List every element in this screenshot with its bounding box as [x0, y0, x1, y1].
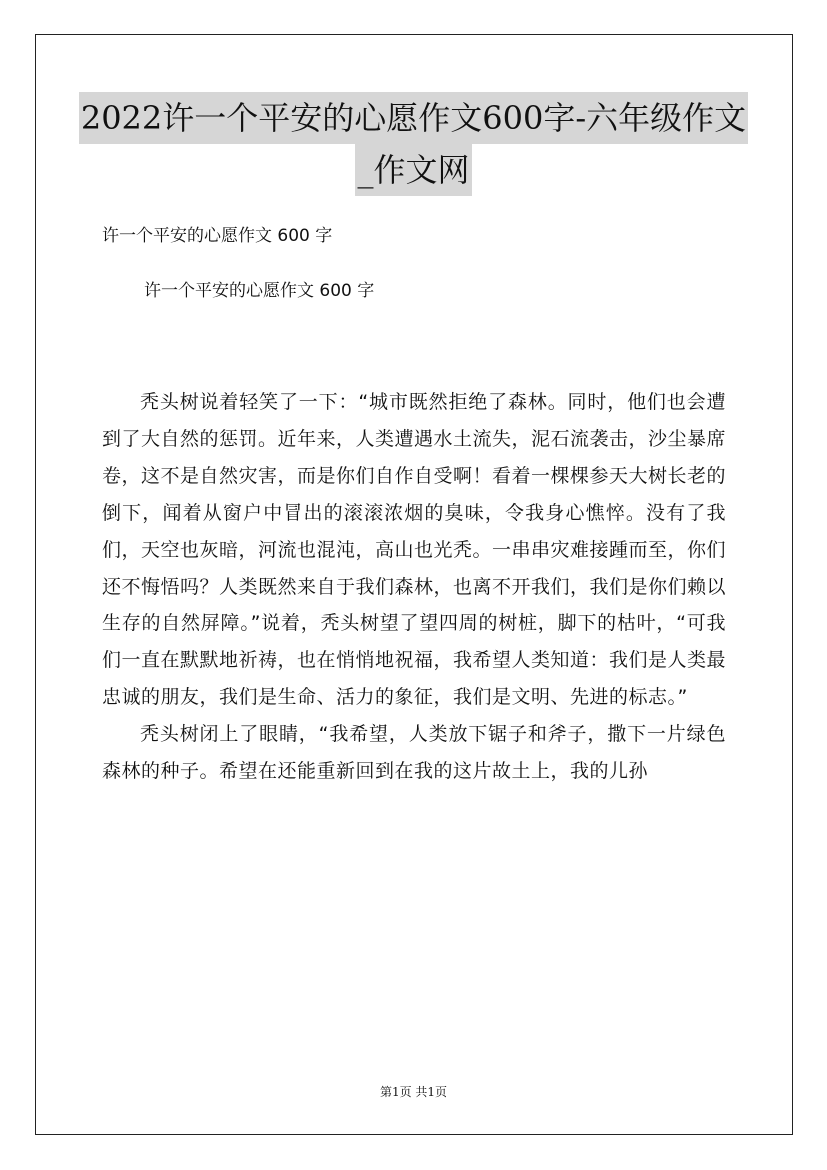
title-line-2: _作文网	[355, 144, 471, 196]
body-text	[102, 384, 726, 790]
page-footer: 第1页 共1页	[379, 1085, 448, 1099]
document-title	[0, 92, 827, 196]
title-line-1: 2022许一个平安的心愿作文600字-六年级作文	[79, 92, 748, 144]
paragraph-1: 秃头树说着轻笑了一下：“城市既然拒绝了森林。同时，他们也会遭到了大自然的惩罚。近年来，人类遭遇水土流失，泥石流袭击，沙尘暴席卷，这不是自然灾害，而是你们自作自受啊！看着一棵棵参天大树长老的倒下，闻着从窗户中冒出的滚滚浓烟的臭味，令我身心憔悴。没有了我们，天空也灰暗，河流也混沌，高山也光秃。一串串灾难接踵而至，你们还不悔悟吗？人类既然来自于我们森林，也离不开我们，我们是你们赖以生存的自然屏障。”说着，秃头树望了望四周的树桩，脚下的枯叶，“可我们一直在默默地祈祷，也在悄悄地祝福，我希望人类知道：我们是人类最忠诚的朋友，我们是生命、活力的象征，我们是文明、先进的标志。”	[102, 391, 727, 709]
paragraph-2: 秃头树闭上了眼睛，“我希望，人类放下锯子和斧子，撒下一片绿色森林的种子。希望在还能重新回到在我的这片故土上，我的儿孙	[102, 723, 726, 783]
subtitle-indented: 许一个平安的心愿作文 600 字	[144, 281, 375, 301]
subtitle: 许一个平安的心愿作文 600 字	[102, 226, 333, 246]
